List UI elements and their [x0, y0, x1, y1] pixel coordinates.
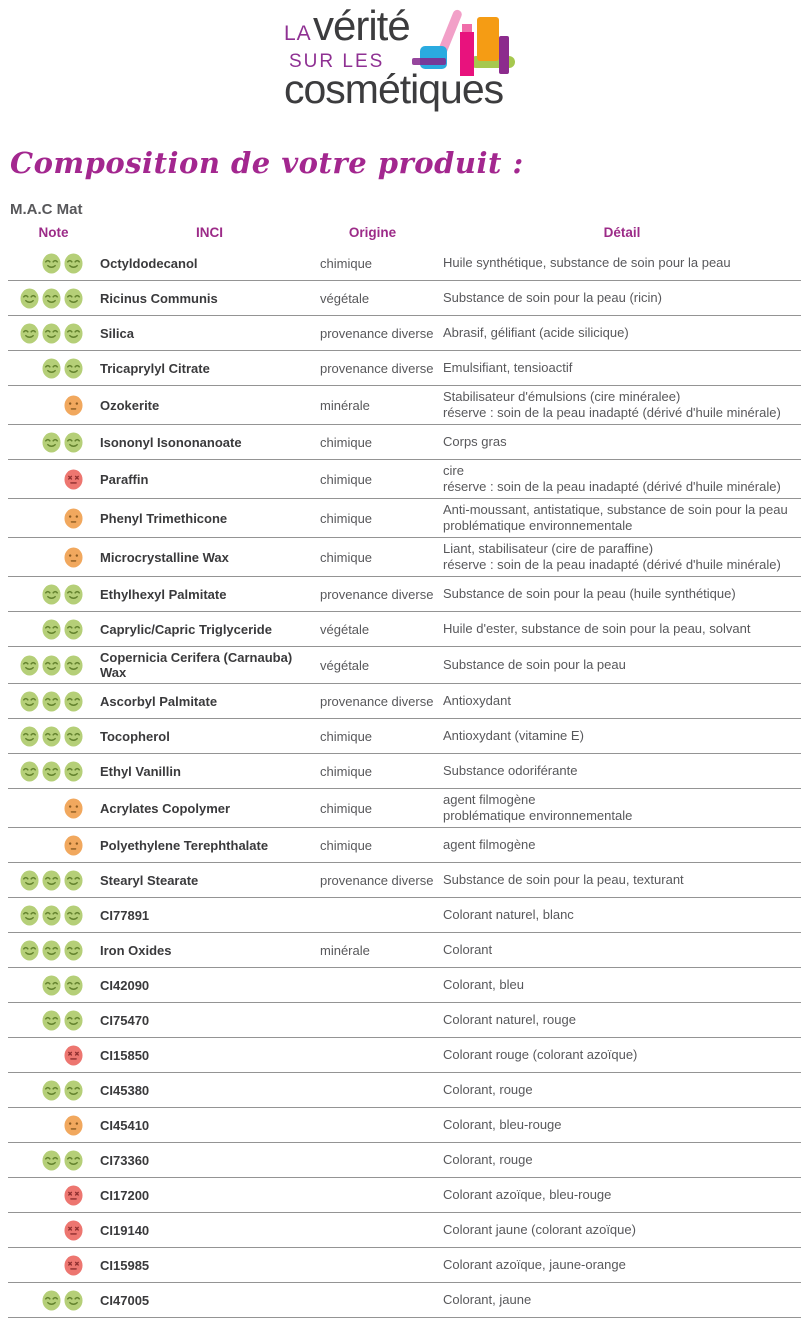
note-cell: [8, 975, 99, 996]
sad-smiley-icon: [64, 1045, 83, 1066]
inci-name: CI47005: [100, 1292, 150, 1308]
happy-smiley-icon: [64, 253, 83, 274]
happy-smiley-icon: [42, 619, 61, 640]
sad-smiley-icon: [64, 1255, 83, 1276]
column-header-origine: Origine: [348, 225, 397, 240]
happy-smiley-icon: [42, 975, 61, 996]
note-cell: [8, 940, 99, 961]
inci-name: CI45410: [100, 1117, 150, 1133]
inci-name: Caprylic/Capric Triglyceride: [100, 621, 272, 637]
ingredient-row: [8, 386, 801, 425]
detail-value: agent filmogène problématique environnementale: [443, 792, 633, 823]
ingredient-row: [8, 577, 801, 612]
inci-name: Octyldodecanol: [100, 255, 198, 271]
origine-value: chimique: [320, 434, 373, 450]
origine-value: végétale: [320, 290, 370, 306]
ingredient-row: [8, 246, 801, 281]
happy-smiley-icon: [64, 691, 83, 712]
sad-smiley-icon: [64, 469, 83, 490]
happy-smiley-icon: [42, 253, 61, 274]
inci-name: Ethyl Vanillin: [100, 763, 181, 779]
note-cell: [8, 835, 99, 856]
detail-value: Substance de soin pour la peau, texturant: [443, 872, 684, 887]
note-cell: [8, 395, 99, 416]
detail-value: Emulsifiant, tensioactif: [443, 360, 573, 375]
happy-smiley-icon: [64, 584, 83, 605]
ingredient-row: [8, 499, 801, 538]
note-cell: [8, 1045, 99, 1066]
happy-smiley-icon: [64, 432, 83, 453]
ingredient-row: [8, 460, 801, 499]
note-cell: [8, 1115, 99, 1136]
inci-name: CI45380: [100, 1082, 150, 1098]
inci-name: CI77891: [100, 907, 150, 923]
inci-name: CI15850: [100, 1047, 150, 1063]
note-cell: [8, 798, 99, 819]
inci-name: Tocopherol: [100, 728, 170, 744]
note-cell: [8, 1150, 99, 1171]
detail-value: Colorant, rouge: [443, 1152, 533, 1167]
inci-name: Paraffin: [100, 471, 149, 487]
ingredient-row: [8, 828, 801, 863]
ingredient-row: [8, 863, 801, 898]
happy-smiley-icon: [64, 870, 83, 891]
inci-name: CI75470: [100, 1012, 150, 1028]
inci-name: CI42090: [100, 977, 150, 993]
happy-smiley-icon: [42, 1150, 61, 1171]
note-cell: [8, 508, 99, 529]
inci-name: Isononyl Isononanoate: [100, 434, 242, 450]
ingredient-row: [8, 647, 801, 684]
ingredient-row: [8, 754, 801, 789]
ingredient-row: [8, 538, 801, 577]
happy-smiley-icon: [64, 619, 83, 640]
happy-smiley-icon: [64, 655, 83, 676]
detail-value: Colorant azoïque, jaune-orange: [443, 1257, 626, 1272]
origine-value: chimique: [320, 800, 373, 816]
column-header-detail: Détail: [603, 225, 641, 240]
note-cell: [8, 761, 99, 782]
ingredient-row: [8, 1073, 801, 1108]
origine-value: chimique: [320, 763, 373, 779]
ingredient-row: [8, 684, 801, 719]
happy-smiley-icon: [20, 323, 39, 344]
happy-smiley-icon: [64, 1150, 83, 1171]
happy-smiley-icon: [20, 288, 39, 309]
note-cell: [8, 584, 99, 605]
ingredient-row: [8, 1003, 801, 1038]
origine-value: provenance diverse: [320, 872, 434, 888]
detail-value: Substance de soin pour la peau: [443, 657, 626, 672]
inci-name: Stearyl Stearate: [100, 872, 199, 888]
neutral-smiley-icon: [64, 798, 83, 819]
inci-name: Silica: [100, 325, 134, 341]
happy-smiley-icon: [20, 655, 39, 676]
ingredient-row: [8, 1178, 801, 1213]
detail-value: Colorant jaune (colorant azoïque): [443, 1222, 636, 1237]
ingredient-row: [8, 281, 801, 316]
inci-name: CI17200: [100, 1187, 150, 1203]
table-header-row: [8, 225, 801, 240]
inci-name: Ascorbyl Palmitate: [100, 693, 218, 709]
origine-value: provenance diverse: [320, 325, 434, 341]
happy-smiley-icon: [20, 726, 39, 747]
note-cell: [8, 726, 99, 747]
logo-word-la: LA: [284, 22, 312, 45]
detail-value: Stabilisateur d'émulsions (cire minéralee) réserve : soin de la peau inadapté (dérivé d'huile minérale): [443, 389, 781, 420]
inci-name: CI15985: [100, 1257, 150, 1273]
sad-smiley-icon: [64, 1185, 83, 1206]
neutral-smiley-icon: [64, 395, 83, 416]
note-cell: [8, 691, 99, 712]
inci-name: Tricaprylyl Citrate: [100, 360, 210, 376]
detail-value: Colorant rouge (colorant azoïque): [443, 1047, 638, 1062]
ingredient-row: [8, 898, 801, 933]
ingredient-row: [8, 1248, 801, 1283]
origine-value: provenance diverse: [320, 693, 434, 709]
inci-name: CI73360: [100, 1152, 150, 1168]
happy-smiley-icon: [64, 323, 83, 344]
column-header-inci: INCI: [196, 225, 223, 240]
product-name: M.A.C Mat: [10, 201, 83, 218]
ingredient-row: [8, 351, 801, 386]
origine-value: végétale: [320, 657, 370, 673]
happy-smiley-icon: [20, 761, 39, 782]
happy-smiley-icon: [64, 761, 83, 782]
detail-value: Huile d'ester, substance de soin pour la peau, solvant: [443, 621, 751, 636]
note-cell: [8, 253, 99, 274]
ingredient-row: [8, 968, 801, 1003]
note-cell: [8, 1185, 99, 1206]
ingredient-row: [8, 1143, 801, 1178]
inci-name: Polyethylene Terephthalate: [100, 837, 269, 853]
happy-smiley-icon: [42, 1080, 61, 1101]
site-logo[interactable]: [280, 2, 530, 112]
origine-value: minérale: [320, 397, 370, 413]
detail-value: agent filmogène: [443, 837, 536, 852]
detail-value: Abrasif, gélifiant (acide silicique): [443, 325, 629, 340]
ingredient-row: [8, 719, 801, 754]
happy-smiley-icon: [42, 432, 61, 453]
origine-value: minérale: [320, 942, 370, 958]
happy-smiley-icon: [20, 905, 39, 926]
happy-smiley-icon: [64, 1290, 83, 1311]
neutral-smiley-icon: [64, 1115, 83, 1136]
origine-value: chimique: [320, 837, 373, 853]
inci-name: Ricinus Communis: [100, 290, 218, 306]
neutral-smiley-icon: [64, 547, 83, 568]
origine-value: chimique: [320, 471, 373, 487]
detail-value: Colorant, rouge: [443, 1082, 533, 1097]
ingredient-row: [8, 1283, 801, 1318]
note-cell: [8, 323, 99, 344]
note-cell: [8, 432, 99, 453]
detail-value: Colorant naturel, rouge: [443, 1012, 576, 1027]
happy-smiley-icon: [20, 691, 39, 712]
origine-value: chimique: [320, 728, 373, 744]
happy-smiley-icon: [42, 691, 61, 712]
detail-value: Substance de soin pour la peau (huile synthétique): [443, 586, 736, 601]
page-title: Composition de votre produit :: [10, 146, 524, 180]
detail-value: Colorant: [443, 942, 493, 957]
neutral-smiley-icon: [64, 508, 83, 529]
note-cell: [8, 1255, 99, 1276]
ingredient-row: [8, 316, 801, 351]
ingredient-row: [8, 933, 801, 968]
inci-name: Iron Oxides: [100, 942, 172, 958]
note-cell: [8, 870, 99, 891]
note-cell: [8, 1220, 99, 1241]
logo-word-verite: vérité: [313, 2, 410, 49]
ingredient-row: [8, 425, 801, 460]
happy-smiley-icon: [42, 584, 61, 605]
ingredient-row: [8, 789, 801, 828]
inci-name: Ethylhexyl Palmitate: [100, 586, 227, 602]
detail-value: Colorant azoïque, bleu-rouge: [443, 1187, 612, 1202]
note-cell: [8, 1080, 99, 1101]
detail-value: Anti-moussant, antistatique, substance de soin pour la peau problématique environnementale: [443, 502, 788, 533]
origine-value: provenance diverse: [320, 360, 434, 376]
ingredients-table-body: [8, 246, 801, 1318]
happy-smiley-icon: [64, 975, 83, 996]
note-cell: [8, 655, 99, 676]
detail-value: Colorant, bleu-rouge: [443, 1117, 562, 1132]
sad-smiley-icon: [64, 1220, 83, 1241]
origine-value: provenance diverse: [320, 586, 434, 602]
origine-value: chimique: [320, 549, 373, 565]
note-cell: [8, 288, 99, 309]
happy-smiley-icon: [20, 870, 39, 891]
detail-value: Antioxydant: [443, 693, 511, 708]
inci-name: Acrylates Copolymer: [100, 800, 231, 816]
note-cell: [8, 358, 99, 379]
detail-value: Colorant, jaune: [443, 1292, 532, 1307]
happy-smiley-icon: [42, 655, 61, 676]
origine-value: végétale: [320, 621, 370, 637]
detail-value: Huile synthétique, substance de soin pour la peau: [443, 255, 731, 270]
happy-smiley-icon: [42, 726, 61, 747]
neutral-smiley-icon: [64, 835, 83, 856]
happy-smiley-icon: [42, 288, 61, 309]
logo-word-sur-les: SUR LES: [289, 51, 385, 72]
inci-name: Microcrystalline Wax: [100, 549, 229, 565]
happy-smiley-icon: [42, 761, 61, 782]
happy-smiley-icon: [42, 323, 61, 344]
column-header-note: Note: [38, 225, 69, 240]
happy-smiley-icon: [64, 288, 83, 309]
note-cell: [8, 905, 99, 926]
origine-value: chimique: [320, 510, 373, 526]
happy-smiley-icon: [20, 940, 39, 961]
inci-name: Ozokerite: [100, 397, 160, 413]
note-cell: [8, 1010, 99, 1031]
detail-value: Colorant, bleu: [443, 977, 524, 992]
detail-value: Substance odoriférante: [443, 763, 578, 778]
note-cell: [8, 469, 99, 490]
inci-name: CI19140: [100, 1222, 150, 1238]
detail-value: cire réserve : soin de la peau inadapté (dérivé d'huile minérale): [443, 463, 781, 494]
happy-smiley-icon: [42, 940, 61, 961]
detail-value: Substance de soin pour la peau (ricin): [443, 290, 662, 305]
happy-smiley-icon: [64, 905, 83, 926]
detail-value: Colorant naturel, blanc: [443, 907, 574, 922]
happy-smiley-icon: [64, 726, 83, 747]
detail-value: Corps gras: [443, 434, 507, 449]
happy-smiley-icon: [64, 358, 83, 379]
logo-word-cosmetiques: cosmétiques: [284, 66, 504, 112]
happy-smiley-icon: [42, 358, 61, 379]
ingredient-row: [8, 1108, 801, 1143]
happy-smiley-icon: [42, 870, 61, 891]
happy-smiley-icon: [42, 1290, 61, 1311]
inci-name: Phenyl Trimethicone: [100, 510, 228, 526]
note-cell: [8, 619, 99, 640]
ingredient-row: [8, 1213, 801, 1248]
ingredient-row: [8, 1038, 801, 1073]
happy-smiley-icon: [64, 1080, 83, 1101]
note-cell: [8, 1290, 99, 1311]
note-cell: [8, 547, 99, 568]
detail-value: Liant, stabilisateur (cire de paraffine) réserve : soin de la peau inadapté (dérivé d'huile minérale): [443, 541, 781, 572]
inci-name: Copernicia Cerifera (Carnauba) Wax: [100, 650, 293, 680]
detail-value: Antioxydant (vitamine E): [443, 728, 584, 743]
happy-smiley-icon: [42, 905, 61, 926]
origine-value: chimique: [320, 255, 373, 271]
ingredient-row: [8, 612, 801, 647]
happy-smiley-icon: [64, 1010, 83, 1031]
happy-smiley-icon: [42, 1010, 61, 1031]
happy-smiley-icon: [64, 940, 83, 961]
